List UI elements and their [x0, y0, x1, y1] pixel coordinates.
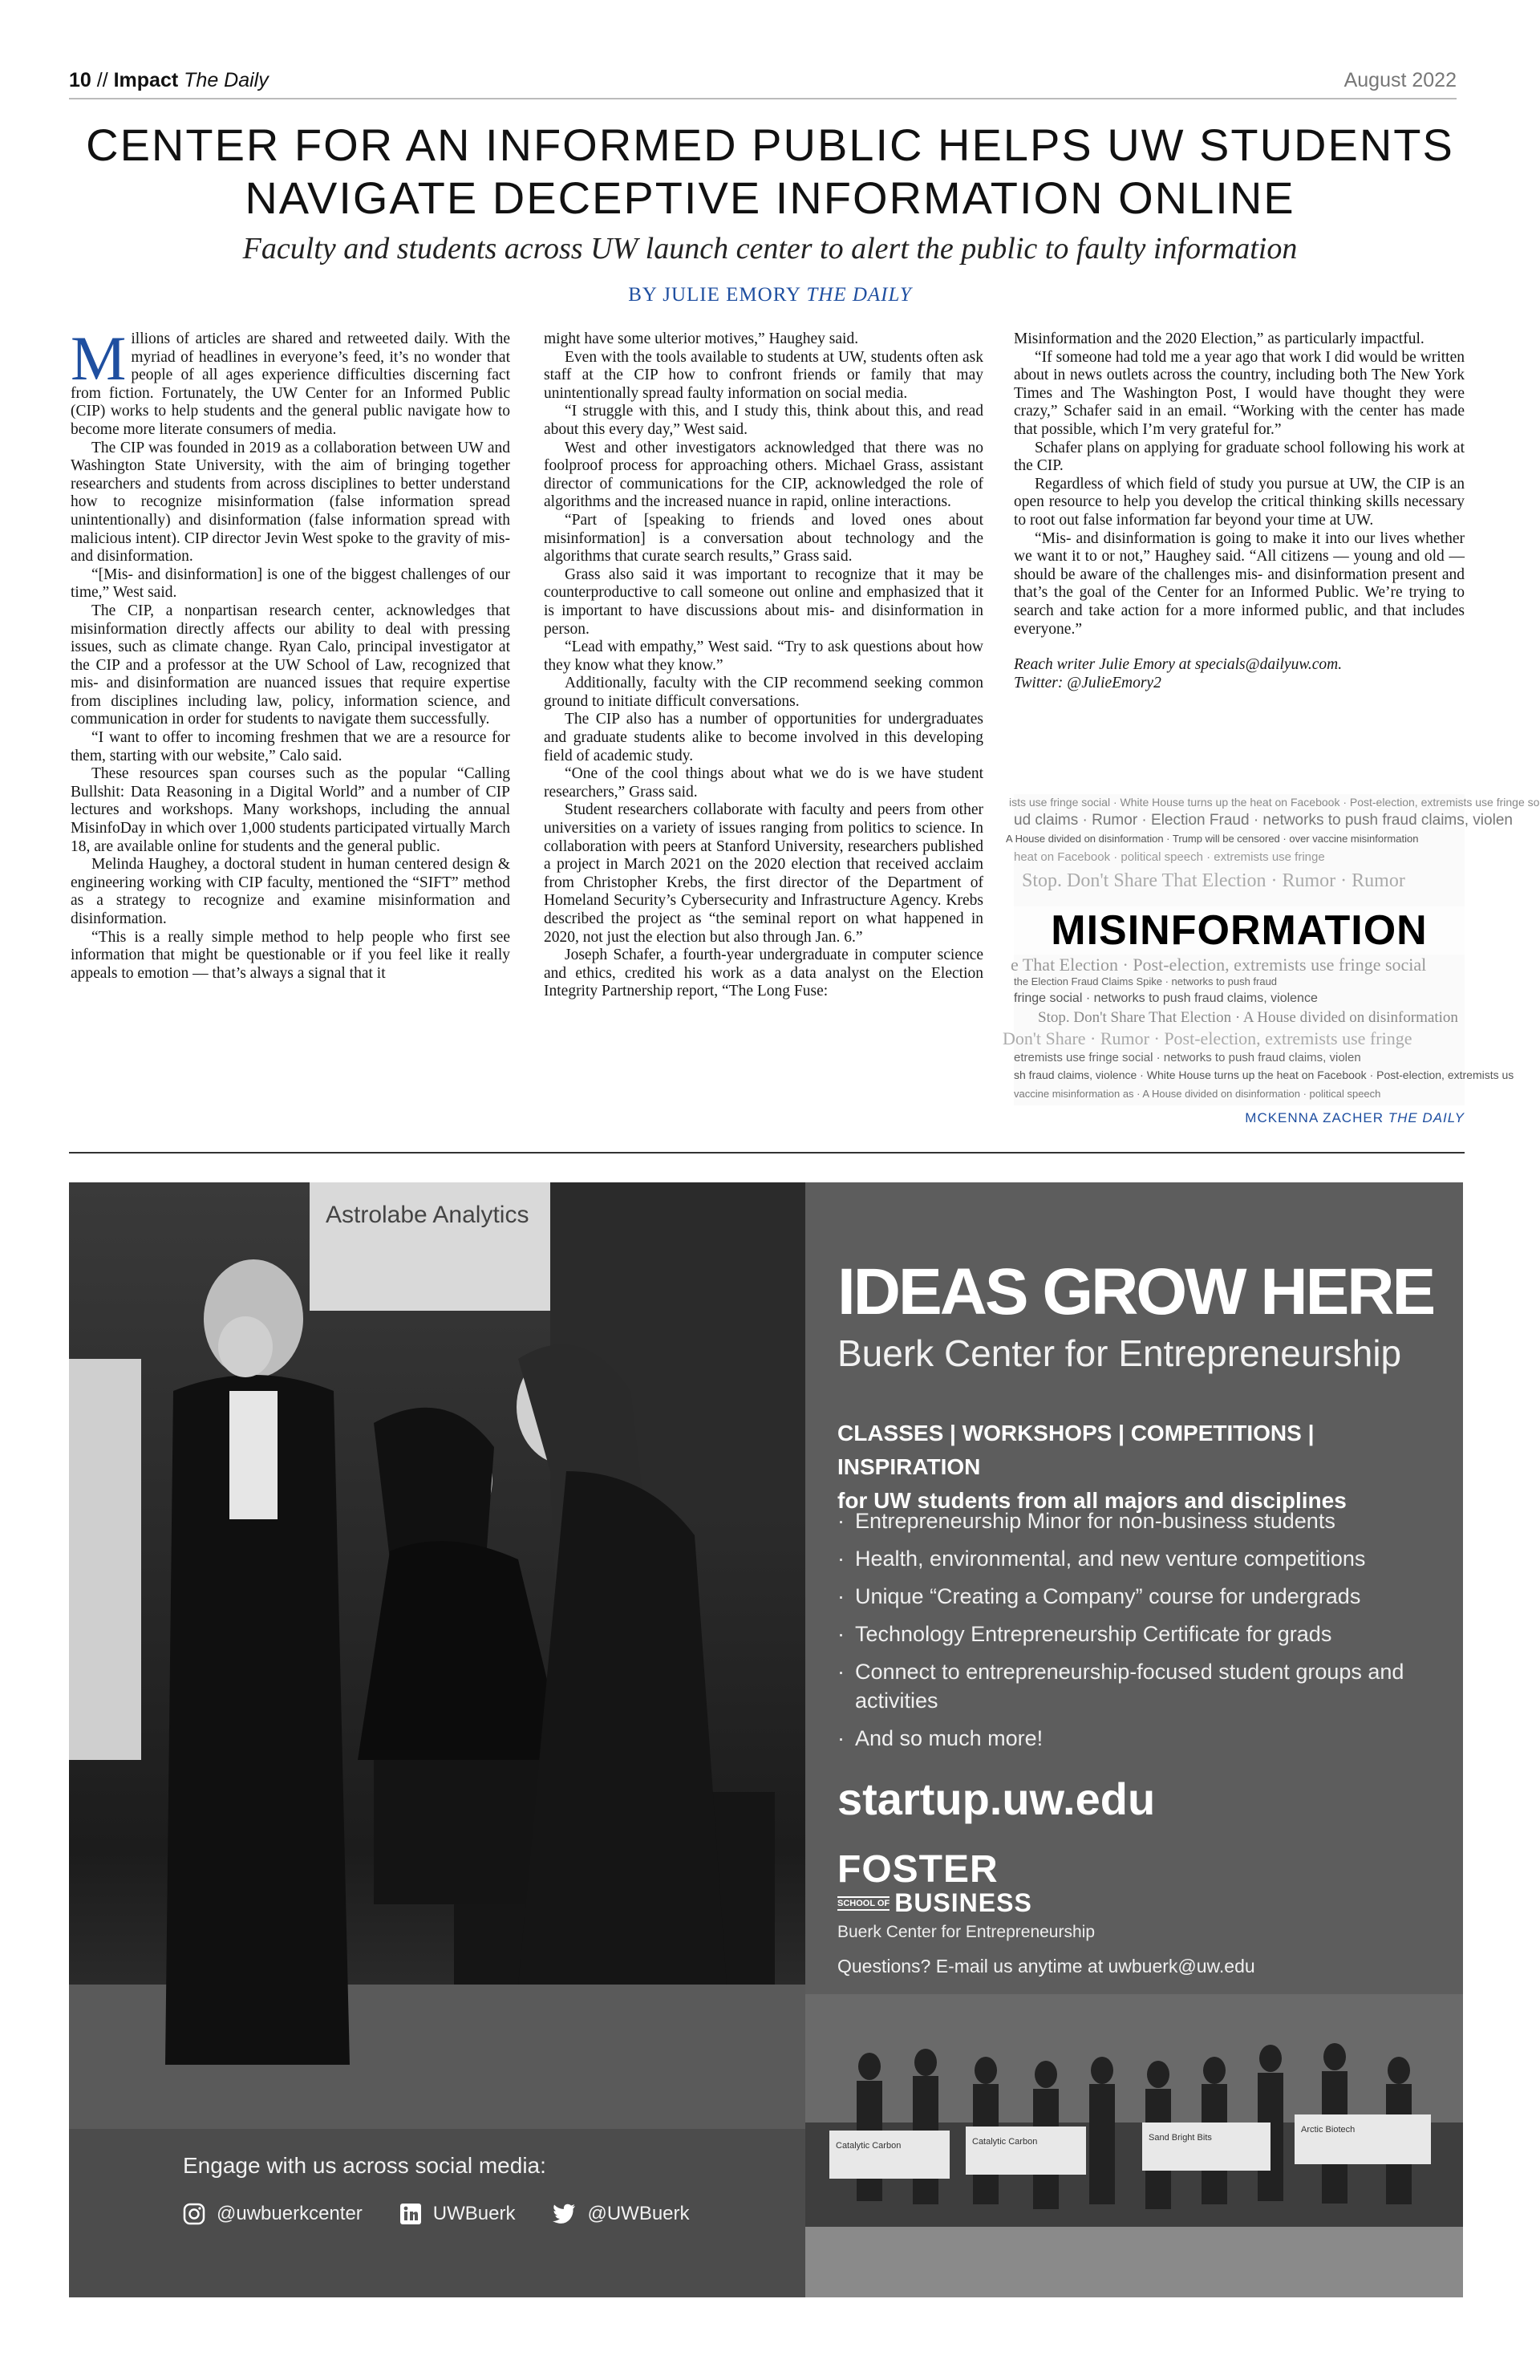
logo-department: Buerk Center for Entrepreneurship	[837, 1923, 1095, 1941]
check-text: Catalytic Carbon	[836, 2141, 902, 2151]
graphic-text: ud claims · Rumor · Election Fraud · networks to push fraud claims, violen	[1014, 812, 1513, 829]
social-media-bar	[69, 2129, 805, 2297]
paragraph-continued: Misinformation and the 2020 Election,” as particularly impactful.	[1014, 330, 1424, 347]
paragraph: Even with the tools available to students at UW, students often ask staff at the CIP how to confront friends or family that may unintentionally spread faulty information on social media.	[544, 348, 983, 402]
paragraph: Student researchers collaborate with faculty and peers from other universities on a variety of issues ranging from politics to science. In collaboration with peers at Stanford University, researchers published a project in March 2021 on the 2020 election that received acclaim from Christopher Krebs, the first director of the Department of Homeland Security’s Cybersecurity and Infrastructure Agency. Krebs described the project as “the seminal report on what happened in 2020, not just the election but also through Jan. 6.”	[544, 801, 983, 946]
ad-contact: Questions? E-mail us anytime at uwbuerk@uw.edu	[837, 1956, 1255, 1977]
misinformation-graphic	[1003, 794, 1540, 1105]
logo-business: BUSINESS	[894, 1888, 1032, 1917]
list-item: · Entrepreneurship Minor for non-business students	[837, 1506, 1431, 1535]
paragraph: “[Mis- and disinformation] is one of the biggest challenges of our time,” West said.	[71, 566, 510, 602]
paragraph: The CIP also has a number of opportunities for undergraduates and graduate students alike to become involved in this developing field of academic study.	[544, 711, 983, 764]
social-label: Engage with us across social media:	[183, 2153, 546, 2178]
paragraph: The CIP, a nonpartisan research center, acknowledges that misinformation directly affects our ability to deal with pressing issues, such as climate change. Ryan Calo, principal investigator at the CIP and a professor at the UW School of Law, recognized that mis- and disinformation are nuanced issues that require expertise from disciplines including law, policy, information science, and communication in order for students to navigate them successfully.	[71, 602, 510, 728]
folio-publication: The Daily	[178, 69, 269, 91]
winners-photo-illustration	[805, 1994, 1463, 2297]
paragraph: “This is a really simple method to help people who first see information that might be questionable or if you feel like it really appeals to emotion — that’s always a signal that it	[71, 928, 510, 982]
graphic-title: MISINFORMATION	[1014, 906, 1465, 955]
list-item: · And so much more!	[837, 1724, 1431, 1753]
graphic-text: the Election Fraud Claims Spike · networks to push fraud	[1014, 975, 1278, 987]
article-lede	[71, 323, 510, 440]
list-item: · Connect to entrepreneurship-focused student groups and activities	[837, 1657, 1431, 1715]
graphic-text: e That Election · Post-election, extremists use fringe social	[1011, 955, 1427, 975]
paragraph: Melinda Haughey, a doctoral student in human centered design & engineering working with CIP faculty, mentioned the “SIFT” method as a strategy to recognize and examine misinformation and disinformation.	[71, 856, 510, 927]
page-number: 10	[69, 69, 91, 91]
graphic-text: Stop. Don't Share That Election · Rumor · Rumor	[1022, 870, 1405, 891]
ad-feature-list	[837, 1506, 1431, 1762]
foster-school-logo	[837, 1848, 1095, 1942]
paragraph: Grass also said it was important to recognize that it may be counterproductive to call someone out online and emphasized that it is important to have discussions about mis- and disinformation in person.	[544, 566, 983, 638]
graphic-text: vaccine misinformation as · A House divided on disinformation · political speech	[1014, 1088, 1381, 1100]
ad-photo-students-laughing	[69, 1182, 805, 2297]
graphic-text: heat on Facebook · political speech · extremists use fringe	[1014, 850, 1325, 864]
credit-name: MCKENNA ZACHER	[1245, 1110, 1384, 1125]
article-subhead: Faculty and students across UW launch center to alert the public to faulty information	[242, 232, 1298, 266]
twitter-icon	[552, 2204, 576, 2224]
ad-categories: CLASSES | WORKSHOPS | COMPETITIONS | INSPIRATION	[837, 1421, 1315, 1479]
ad-info-panel	[805, 1182, 1463, 2297]
linkedin-icon	[399, 2203, 422, 2225]
paragraph: “Mis- and disinformation is going to make it into our lives whether we want it to or not,” Haughey said. “All citizens — young and old — should be aware of the challenges mis- and disinformation present and that’s the goal of the Center for an Informed Public. We’re trying to search and take action for a more informed public, and that includes everyone.”	[1014, 529, 1465, 638]
photo-banner-text: Astrolabe Analytics	[326, 1202, 529, 1228]
paragraph: “Lead with empathy,” West said. “Try to ask questions about how they know what they know.”	[544, 639, 983, 674]
paragraph: “One of the cool things about what we do is we have student researchers,” Grass said.	[544, 765, 983, 801]
article-column-3	[1014, 330, 1465, 692]
ad-website-link[interactable]: startup.uw.edu	[837, 1774, 1156, 1824]
folio-separator: //	[91, 69, 114, 91]
section-divider	[69, 1152, 1465, 1154]
paragraph: “I struggle with this, and I study this, think about this, and read about this every day,” West said.	[544, 403, 983, 438]
paragraph: Schafer plans on applying for graduate school following his work at the CIP.	[1014, 439, 1465, 475]
writer-twitter-line: Twitter: @JulieEmory2	[1014, 674, 1161, 691]
list-item: · Unique “Creating a Company” course for undergrads	[837, 1582, 1431, 1611]
linkedin-link[interactable]	[399, 2203, 516, 2225]
folio-section: Impact	[113, 69, 179, 91]
byline-publication: THE DAILY	[806, 284, 912, 306]
paragraph: Regardless of which field of study you pursue at UW, the CIP is an open resource to help you develop the critical thinking skills necessary to root out false information far beyond your time at UW.	[1014, 475, 1465, 529]
twitter-link[interactable]	[552, 2203, 689, 2225]
folio-left	[69, 69, 269, 92]
paragraph: “I want to offer to incoming freshmen that we are a resource for them, starting with our website,” Calo said.	[71, 729, 510, 764]
graphic-text: fringe social · networks to push fraud claims, violence	[1014, 991, 1318, 1005]
issue-date: August 2022	[1343, 69, 1457, 91]
ad-title: IDEAS GROW HERE	[837, 1255, 1434, 1328]
graphic-text: ists use fringe social · White House turns up the heat on Facebook · Post-election, extremists use fringe so	[1009, 796, 1540, 809]
graphic-text: sh fraud claims, violence · White House turns up the heat on Facebook · Post-election, extremists us	[1014, 1068, 1514, 1081]
graphic-text: Don't Share · Rumor · Post-election, extremists use fringe	[1003, 1028, 1412, 1048]
photo-credit	[1014, 1110, 1465, 1126]
writer-contact	[1014, 656, 1465, 692]
paragraph: West and other investigators acknowledged that there was no foolproof process for approaching others. Michael Grass, assistant director of communications for the CIP, acknowledged the role of algorithms and the increased nuance in rapid, online interactions.	[544, 439, 983, 511]
drop-cap: M	[71, 323, 127, 393]
article-headline: CENTER FOR AN INFORMED PUBLIC HELPS UW STUDENTS NAVIGATE DECEPTIVE INFORMATION ONLINE	[86, 120, 1454, 223]
twitter-handle: @UWBuerk	[587, 2203, 690, 2224]
paragraph: These resources span courses such as the popular “Calling Bullshit: Data Reasoning in a Digital World” and a number of CIP lectures and workshops. Many workshops, including the annual MisinfoDay in which over 1,000 students participated virtually March 18, are available online for students and the general public.	[71, 765, 510, 855]
group-photo-winners	[805, 1994, 1463, 2297]
logo-foster: FOSTER	[837, 1848, 999, 1891]
credit-publication: THE DAILY	[1388, 1110, 1465, 1125]
graphic-text: etremists use fringe social · networks to push fraud claims, violen	[1014, 1051, 1361, 1064]
list-item: · Health, environmental, and new venture competitions	[837, 1544, 1431, 1573]
ad-offerings	[837, 1417, 1463, 1518]
check-text: Sand Bright Bits	[1149, 2133, 1212, 2143]
check-text: Arctic Biotech	[1301, 2125, 1356, 2135]
lede-text: illions of articles are shared and retweeted daily. With the myriad of headlines in everyone’s feed, it’s no wonder that people of all ages experience difficulties discerning fact from fiction. Fortunately, the UW Center for an Informed Public (CIP) works to help students and the general public navigate how to become more literate consumers of media.	[71, 330, 510, 438]
paragraph-continued: might have some ulterior motives,” Haughey said.	[544, 330, 859, 347]
article-column-2	[544, 330, 983, 1001]
graphic-text: Stop. Don't Share That Election · A House divided on disinformation	[1038, 1009, 1458, 1026]
instagram-icon	[183, 2203, 205, 2225]
linkedin-handle: UWBuerk	[432, 2203, 516, 2224]
ad-audience: for UW students from all majors and disciplines	[837, 1488, 1347, 1513]
paragraph: Additionally, faculty with the CIP recommend seeking common ground to initiate difficult conversations.	[544, 675, 983, 710]
page-folio	[69, 67, 1457, 99]
instagram-link[interactable]	[183, 2203, 363, 2225]
byline-author: BY JULIE EMORY	[628, 284, 801, 306]
logo-school-row	[837, 1888, 1095, 1918]
writer-email-line: Reach writer Julie Emory at specials@dailyuw.com.	[1014, 656, 1343, 674]
paragraph: The CIP was founded in 2019 as a collaboration between UW and Washington State University, with the aim of bringing together researchers and students from across disciplines to better understand how to recognize misinformation (false information spread unintentionally) and disinformation (false information spread with malicious intent). CIP director Jevin West spoke to the gravity of mis- and disinformation.	[71, 439, 510, 566]
paragraph: “Part of [speaking to friends and loved ones about misinformation] is a conversation about technology and the algorithms that curate search results,” Grass said.	[544, 511, 983, 566]
list-item: · Technology Entrepreneurship Certificate for grads	[837, 1620, 1431, 1648]
article-byline	[48, 284, 1492, 306]
article-column-1	[71, 323, 510, 983]
logo-school-of: SCHOOL OF	[837, 1896, 890, 1911]
check-text: Catalytic Carbon	[972, 2137, 1038, 2147]
paragraph: Joseph Schafer, a fourth-year undergraduate in computer science and ethics, credited his work as a data analyst on the Election Integrity Partnership report, “The Long Fuse:	[544, 947, 983, 1000]
social-links	[183, 2203, 690, 2225]
paragraph: “If someone had told me a year ago that work I did would be written about in news outlets across the country, including both The New York Times and The Washington Post, I would have thought they were crazy,” Schafer said in an email. “Working with the center has made that possible, which I’m very grateful for.”	[1014, 348, 1465, 438]
instagram-handle: @uwbuerkcenter	[217, 2203, 363, 2224]
ad-subtitle: Buerk Center for Entrepreneurship	[837, 1332, 1402, 1374]
graphic-text: A House divided on disinformation · Trump will be censored · over vaccine misinformation	[1006, 833, 1419, 845]
buerk-center-ad	[69, 1182, 1463, 2297]
